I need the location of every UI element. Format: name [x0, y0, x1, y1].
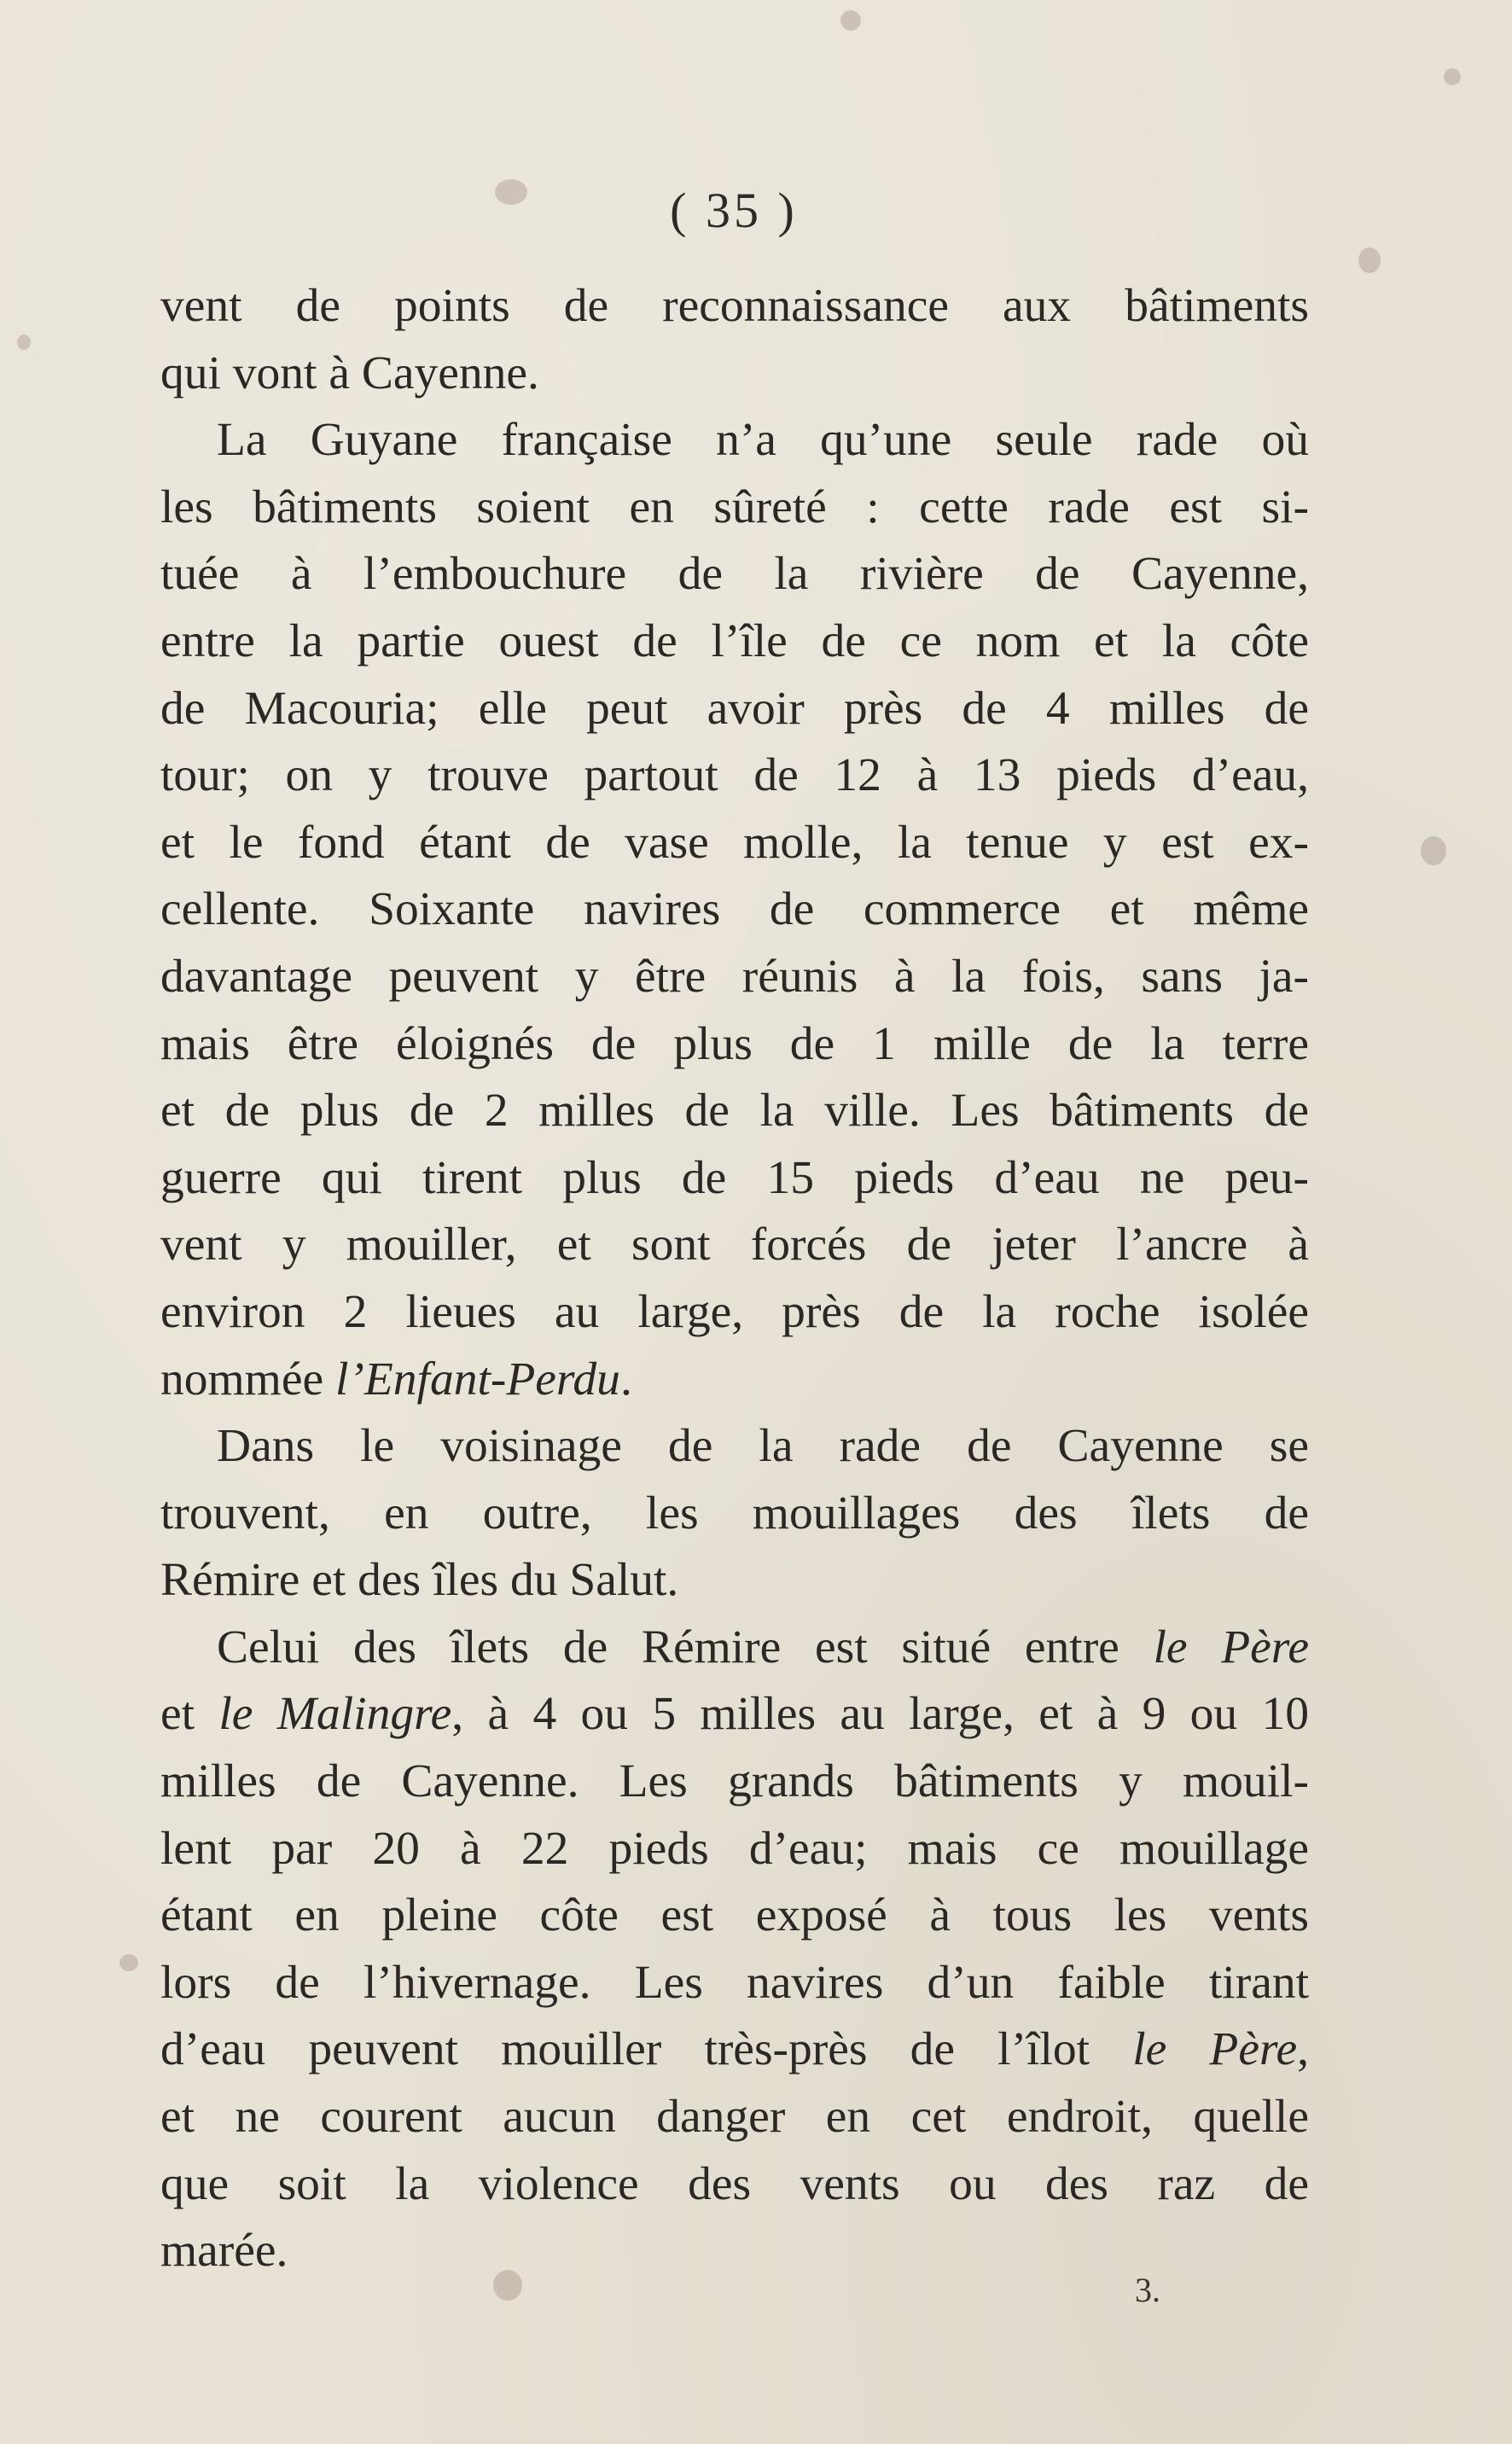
text-line: mais être éloignés de plus de 1 mille de la terre — [160, 1017, 1309, 1070]
text-line-italic — [160, 1681, 1309, 1749]
text-line: les bâtiments soient en sûreté : cette rade est si- — [160, 480, 1309, 533]
foxing-spot — [1421, 836, 1446, 865]
italic-name: le Père — [1153, 1621, 1309, 1673]
text-fragment: , à 4 ou 5 milles au large, et à 9 ou 10 — [451, 1688, 1310, 1741]
text-fragment: . — [619, 1353, 632, 1405]
text-fragment: , — [1297, 2023, 1309, 2076]
text-fragment: nommée — [160, 1353, 335, 1405]
foxing-spot — [1444, 68, 1461, 85]
text-line: entre la partie ouest de l’île de ce nom et la côte — [160, 614, 1309, 667]
text-fragment: et — [160, 1688, 219, 1741]
text-line: cellente. Soixante navires de commerce et même — [160, 883, 1309, 936]
text-line: vent de points de reconnaissance aux bâtiments — [160, 280, 1309, 332]
text-line: vent y mouiller, et sont forcés de jeter l’ancre à — [160, 1219, 1309, 1271]
text-line: La Guyane française n’a qu’une seule rade où — [217, 414, 1309, 467]
text-line: milles de Cayenne. Les grands bâtiments y mouil- — [160, 1755, 1309, 1808]
italic-name: le Malingre — [218, 1688, 452, 1741]
text-line-italic — [160, 2016, 1309, 2084]
text-line: de Macouria; elle peut avoir près de 4 milles de — [160, 682, 1309, 735]
italic-name: le Père — [1132, 2023, 1298, 2076]
paragraph-2 — [160, 407, 1309, 1413]
text-line: qui vont à Cayenne. — [160, 346, 539, 399]
text-line: environ 2 lieues au large, près de la roche isolée — [160, 1285, 1309, 1338]
paragraph-1 — [160, 273, 1309, 407]
signature-mark: 3. — [1135, 2271, 1160, 2309]
text-line: Dans le voisinage de la rade de Cayenne se — [217, 1420, 1309, 1473]
text-line: tour; on y trouve partout de 12 à 13 pieds d’eau, — [160, 749, 1309, 802]
paragraph-3 — [160, 1413, 1309, 1615]
body-text — [160, 273, 1309, 2285]
italic-name: l’Enfant-Perdu — [334, 1353, 620, 1405]
text-line: tuée à l’embouchure de la rivière de Cayenne, — [160, 548, 1309, 601]
paragraph-4 — [160, 1615, 1309, 2285]
foxing-spot — [17, 335, 31, 350]
text-line-italic-end — [160, 1347, 1309, 1414]
foxing-spot — [840, 10, 861, 31]
text-fragment: Celui des îlets de Rémire est situé entre — [217, 1621, 1154, 1673]
text-line: davantage peuvent y être réunis à la fois, sans ja- — [160, 950, 1309, 1003]
text-line: guerre qui tirent plus de 15 pieds d’eau ne peu- — [160, 1151, 1309, 1204]
text-line: et le fond étant de vase molle, la tenue y est ex- — [160, 816, 1309, 869]
foxing-spot — [1358, 247, 1381, 273]
page-number: ( 35 ) — [670, 183, 798, 238]
text-fragment: d’eau peuvent mouiller très-près de l’îlot — [160, 2023, 1133, 2076]
foxing-spot — [119, 1954, 138, 1971]
text-line-italic — [160, 1615, 1309, 1682]
text-line: lent par 20 à 22 pieds d’eau; mais ce mouillage — [160, 1822, 1309, 1875]
text-line: trouvent, en outre, les mouillages des îlets de — [160, 1487, 1309, 1539]
text-line: lors de l’hivernage. Les navires d’un faible tirant — [160, 1956, 1309, 2009]
text-line: Rémire et des îles du Salut. — [160, 1554, 679, 1607]
text-line: marée. — [160, 2225, 288, 2278]
text-line: que soit la violence des vents ou des raz de — [160, 2157, 1309, 2210]
text-line: et de plus de 2 milles de la ville. Les bâtiments de — [160, 1085, 1309, 1138]
text-line: et ne courent aucun danger en cet endroit, quelle — [160, 2091, 1309, 2144]
text-line: étant en pleine côte est exposé à tous les vents — [160, 1889, 1309, 1942]
